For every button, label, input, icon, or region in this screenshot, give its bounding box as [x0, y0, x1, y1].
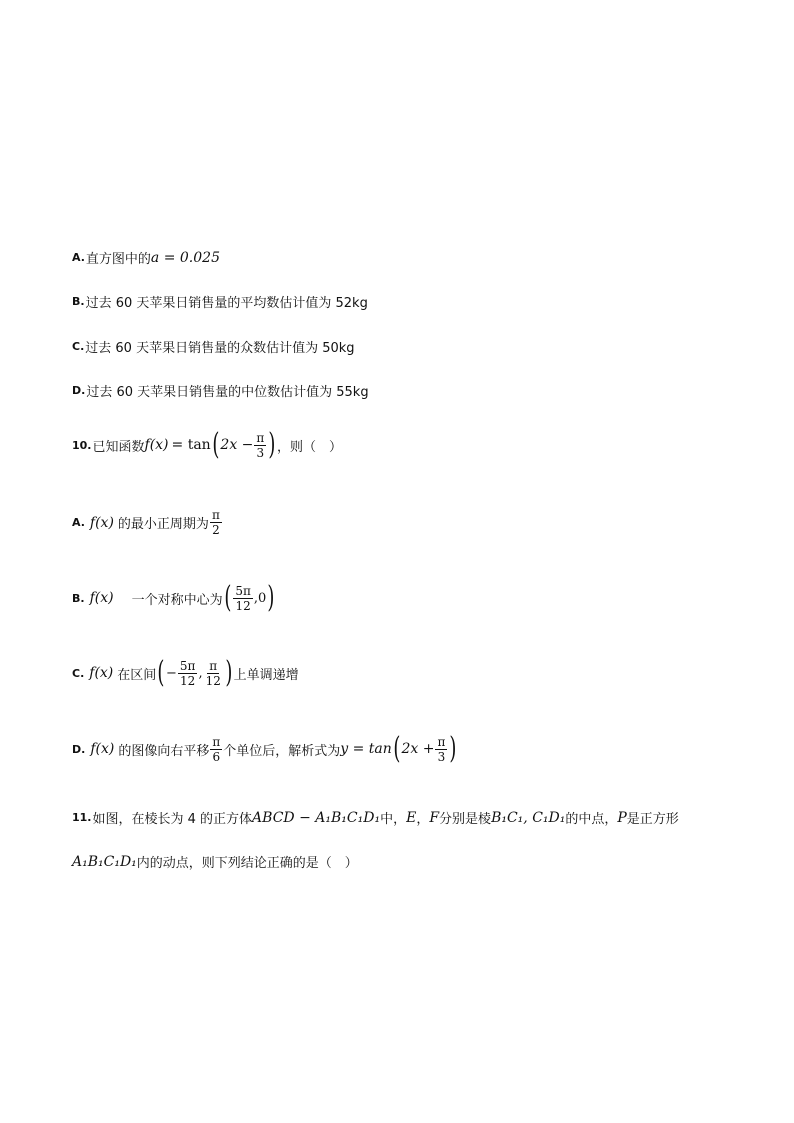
right-paren: )	[267, 580, 275, 615]
left-paren: (	[223, 580, 231, 615]
option-label: C.	[72, 340, 85, 353]
denominator: 2	[212, 523, 220, 537]
numerator: π	[256, 430, 265, 445]
stem-text: 中，	[380, 812, 407, 827]
option-text: 直方图中的	[85, 252, 151, 267]
option-tail: 上单调递增	[233, 667, 299, 683]
option-text: 过去 60 天苹果日销售量的中位数估计值为 55kg	[86, 385, 369, 400]
q10-option-d	[72, 731, 458, 766]
right-paren: )	[225, 655, 233, 690]
option-tail: ,0	[253, 590, 267, 606]
function-name: f(x)	[89, 514, 114, 531]
argument: 2x +	[401, 741, 435, 757]
left-paren: (	[393, 731, 401, 766]
option-label: C.	[72, 666, 85, 680]
stem-text: 内的动点，则下列结论正确的是（ ）	[136, 856, 358, 871]
function-name: f(x)	[144, 437, 169, 453]
stem-text: 的中点，	[565, 812, 618, 827]
option-label: B.	[72, 591, 85, 605]
stem-text: 分别是棱	[439, 812, 492, 827]
numerator: π	[209, 658, 218, 673]
left-paren: (	[212, 427, 220, 462]
right-paren: )	[268, 427, 276, 462]
q11-line-1	[72, 808, 679, 827]
q9-option-d	[72, 381, 369, 400]
question-number: 11.	[72, 811, 92, 824]
option-label: A.	[72, 251, 85, 264]
q11-line-2	[72, 852, 358, 871]
equals-tan: = tan	[171, 437, 211, 453]
function-name: f(x)	[90, 741, 115, 757]
fraction	[178, 659, 198, 688]
question-number: 10.	[72, 438, 92, 452]
fraction	[435, 735, 447, 764]
right-paren: )	[449, 731, 457, 766]
function-name: f(x)	[89, 590, 114, 606]
separator: ，	[416, 812, 430, 827]
q10-option-c	[72, 655, 299, 690]
negative-sign: −	[166, 665, 177, 681]
option-text: 过去 60 天苹果日销售量的众数估计值为 50kg	[85, 341, 355, 356]
point-p: P	[617, 809, 627, 826]
denominator: 12	[205, 673, 221, 688]
denominator: 12	[235, 598, 251, 613]
fraction	[210, 735, 222, 764]
function-name: f(x)	[89, 665, 114, 681]
option-label: D.	[72, 742, 86, 756]
argument: 2x −	[220, 437, 254, 453]
y-equals-tan: y = tan	[340, 741, 392, 757]
stem-text: 如图，在棱长为 4 的正方体	[92, 812, 253, 827]
q10-stem	[72, 427, 343, 462]
left-paren: (	[157, 655, 165, 690]
option-label: A.	[72, 516, 85, 529]
q9-option-a	[72, 248, 220, 267]
point-f: F	[429, 809, 440, 826]
denominator: 3	[437, 749, 446, 764]
option-text: 的图像向右平移	[118, 743, 210, 759]
q10-option-a	[72, 508, 223, 537]
option-text: 过去 60 天苹果日销售量的平均数估计值为 52kg	[85, 296, 368, 311]
denominator: 3	[256, 445, 265, 460]
option-mid: 个单位后，解析式为	[223, 743, 341, 759]
edge-names: B₁C₁, C₁D₁	[491, 809, 566, 826]
denominator: 6	[212, 749, 221, 764]
numerator: 5π	[179, 658, 196, 673]
numerator: π	[211, 508, 220, 522]
option-text: 在区间	[117, 667, 157, 683]
option-math: a = 0.025	[150, 249, 220, 266]
option-label: D.	[72, 384, 86, 397]
fraction	[254, 431, 266, 460]
stem-text: 是正方形	[626, 812, 679, 827]
square-name: A₁B₁C₁D₁	[72, 853, 137, 870]
numerator: 5π	[235, 583, 251, 598]
option-text: 的最小正周期为	[117, 517, 209, 532]
fraction	[204, 659, 223, 688]
fraction	[210, 508, 222, 537]
stem-text: 已知函数	[92, 439, 145, 455]
point-e: E	[406, 809, 417, 826]
numerator: π	[212, 734, 221, 749]
numerator: π	[437, 734, 446, 749]
cube-name: ABCD − A₁B₁C₁D₁	[252, 809, 381, 826]
q10-option-b	[72, 580, 276, 615]
option-text: 一个对称中心为	[131, 592, 223, 608]
option-label: B.	[72, 295, 85, 308]
comma: ,	[198, 665, 203, 681]
fraction	[233, 584, 253, 613]
denominator: 12	[180, 673, 196, 688]
q9-option-c	[72, 337, 355, 356]
stem-tail: ，则（ ）	[277, 439, 343, 455]
q9-option-b	[72, 292, 368, 311]
